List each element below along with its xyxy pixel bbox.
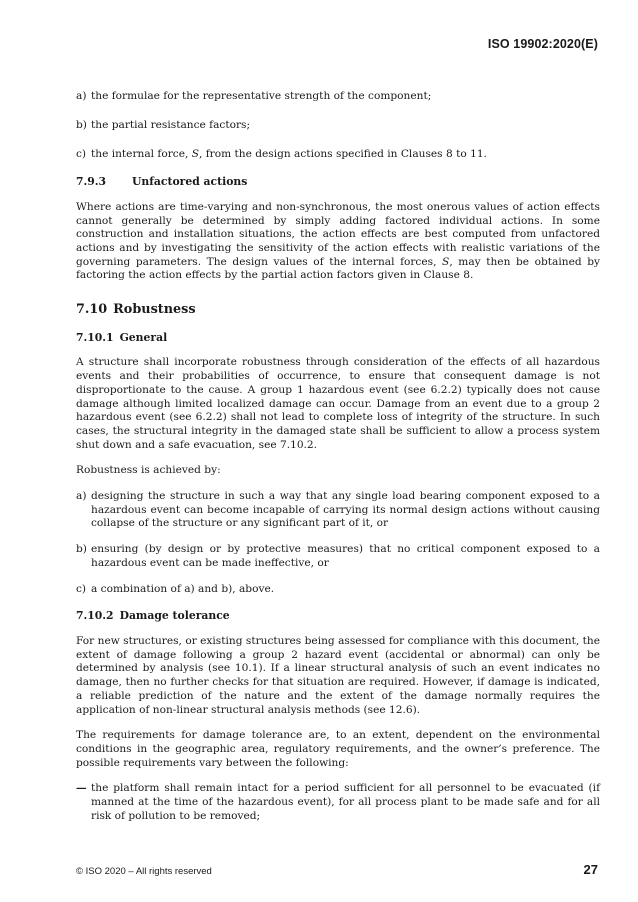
section-title: General — [119, 330, 168, 344]
list-item — [76, 148, 600, 162]
list-text: the platform shall remain intact for a period sufficient for all personnel to be evacuated (if manned at the time of the hazardous event), for all process plant to be made safe and for all risk of pollution to be removed; — [91, 782, 600, 822]
list-text: the partial resistance factors; — [91, 119, 251, 132]
list-item — [76, 583, 600, 597]
list-label: b) — [76, 543, 87, 556]
section-number: 7.9.3 — [76, 175, 107, 189]
list-label: a) — [76, 90, 87, 102]
list-label: c) — [76, 582, 87, 595]
list-label: c) — [76, 148, 87, 161]
list-item — [76, 543, 600, 570]
list-text: designing the structure in such a way that any single load bearing component exposed to a hazardous event can become incapable of carrying its normal design actions without causing collapse of the structure or any significant part of it, or — [91, 490, 600, 530]
section-title: Damage tolerance — [119, 609, 230, 623]
paragraph: The requirements for damage tolerance are, to an extent, dependent on the environmental conditions in the geographic area, regulatory requirements, and the owner’s preference. The possible requirements vary between the following: — [76, 729, 600, 769]
list-label: a) — [76, 490, 87, 503]
section-heading-7-10-1 — [76, 331, 600, 345]
section-number: 7.10.1 — [76, 330, 114, 344]
list-text: a combination of a) and b), above. — [91, 582, 275, 595]
list-text: the internal force, S, from the design actions specified in Clauses 8 to 11. — [91, 148, 487, 161]
paragraph: A structure shall incorporate robustness through consideration of the effects of all hazardous events and their probabilities of occurrence, to ensure that consequent damage is not disproportionate to the cause. A group 1 hazardous event (see 6.2.2) typically does not cause damage although limited localized damage can occur. Damage from an event due to a group 2 hazardous event (see 6.2.2) shall not lead to complete loss of integrity of the structure. In such cases, the structural integrity in the damaged state shall be sufficient to allow a process system shut down and a safe evacuation, see 7.10.2. — [76, 356, 600, 451]
list-item — [76, 90, 600, 104]
section-heading-7-9-3 — [76, 175, 600, 189]
section-title: Robustness — [113, 302, 196, 318]
paragraph: For new structures, or existing structures being assessed for compliance with this document, the extent of damage following a group 2 hazard event (accidental or abnormal) can only be determined by analysis (see 10.1). If a linear structural analysis of such an event indicates no damage, then no further checks for that situation are required. However, if damage is indicated, a reliable prediction of the nature and the extent of the damage normally requires the application of non-linear structural analysis methods (see 12.6). — [76, 634, 600, 716]
page-body — [76, 90, 600, 823]
dash-label: — — [76, 782, 87, 795]
page-number: 27 — [583, 862, 598, 877]
document-id: ISO 19902:2020(E) — [487, 37, 598, 51]
list-item — [76, 119, 600, 133]
paragraph: Where actions are time-varying and non-synchronous, the most onerous values of action effects cannot generally be determined by simply adding factored individual actions. In some construction and installation situations, the action effects are best computed from unfactored actions and by investigating the sensitivity of the action effects with realistic variations of the governing parameters. The design values of the internal forces, S, may then be obtained by factoring the action effects by the partial action factors given in Clause 8. — [76, 200, 600, 282]
section-number: 7.10 — [76, 302, 108, 318]
list-text: ensuring (by design or by protective measures) that no critical component exposed to a hazardous event can be made ineffective, or — [91, 543, 600, 569]
list-text: the formulae for the representative strength of the component; — [91, 90, 432, 102]
section-heading-7-10 — [76, 303, 600, 317]
list-label: b) — [76, 119, 87, 132]
section-heading-7-10-2 — [76, 609, 600, 623]
list-item — [76, 490, 600, 531]
section-number: 7.10.2 — [76, 609, 114, 623]
section-title: Unfactored actions — [132, 175, 248, 189]
paragraph: Robustness is achieved by: — [76, 464, 221, 477]
dash-list-item — [76, 782, 600, 823]
copyright-notice: © ISO 2020 – All rights reserved — [76, 866, 212, 877]
